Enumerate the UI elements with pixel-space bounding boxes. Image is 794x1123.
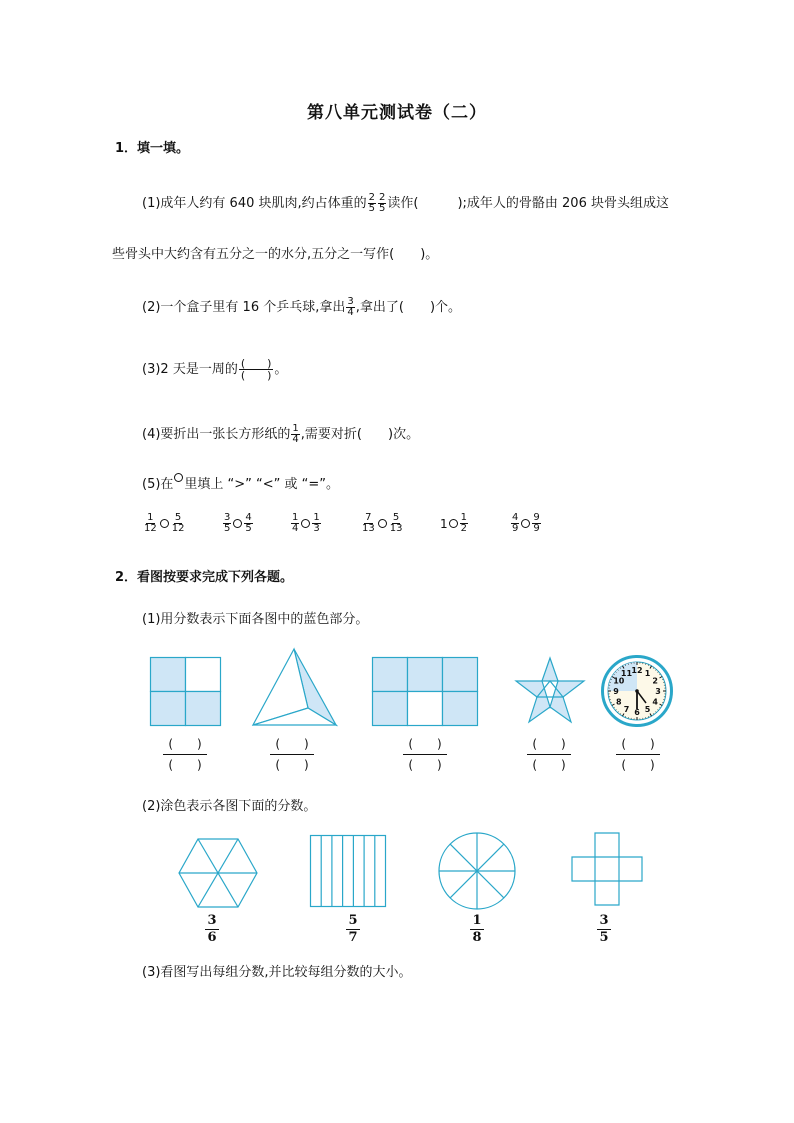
answer-fraction-blank[interactable]: ( ) ( ): [262, 734, 322, 775]
question-2-1: (1)用分数表示下面各图中的蓝色部分。: [142, 612, 369, 627]
question-1-1: (1)成年人约有 640 块肌肉,约占体重的 $\frac{2}{5}$ $\frac{2}{5}$ 读作( );成年人的骨骼由 206 块骨头组成这: [142, 192, 669, 214]
target-fraction: $\frac{3}{6}$: [192, 913, 232, 946]
whole-number: 1: [440, 516, 448, 531]
cross-figure: [571, 832, 643, 906]
question-2-2: (2)涂色表示各图下面的分数。: [142, 799, 317, 814]
fraction: $\frac{3}{4}$: [347, 296, 354, 318]
fraction: $\frac{2}{5}$: [368, 192, 375, 214]
left-fraction: $\frac{7}{13}$: [362, 512, 375, 534]
clock-number: 10: [613, 676, 625, 686]
clock-number: 9: [613, 687, 619, 696]
comparison-item: [510, 513, 542, 534]
compare-circle[interactable]: [521, 519, 530, 528]
fraction: $\frac{2}{5}$: [379, 192, 386, 214]
clock-number: 3: [655, 687, 661, 696]
left-fraction: $\frac{1}{12}$: [144, 512, 157, 534]
clock-number: 6: [634, 708, 640, 717]
circle-symbol-icon: [174, 473, 183, 482]
compare-circle[interactable]: [233, 519, 242, 528]
left-fraction: $\frac{4}{9}$: [512, 512, 519, 534]
question-1-4: (4)要折出一张长方形纸的 $\frac{1}{4}$ ,需要对折( )次。: [142, 423, 420, 445]
clock-number: 4: [652, 697, 658, 707]
section-1-heading: 1．填一填。: [115, 141, 190, 156]
answer-fraction-blank[interactable]: ( ) ( ): [519, 734, 579, 775]
target-fraction: $\frac{5}{7}$: [333, 913, 373, 946]
answer-fraction-blank[interactable]: ( ) ( ): [395, 734, 455, 775]
compare-circle[interactable]: [160, 519, 169, 528]
clock-number: 8: [616, 697, 622, 707]
left-fraction: $\frac{1}{4}$: [292, 512, 299, 534]
clock-number: 11: [620, 668, 633, 678]
triangle-figure: [252, 648, 337, 726]
comparison-item: [440, 513, 469, 534]
right-fraction: $\frac{1}{2}$: [460, 512, 468, 534]
right-fraction: $\frac{5}{12}$: [171, 512, 185, 534]
compare-circle[interactable]: [301, 519, 310, 528]
star-figure: [515, 657, 585, 723]
target-fraction: $\frac{3}{5}$: [584, 913, 624, 946]
comparison-item: [360, 513, 404, 534]
compare-circle[interactable]: [378, 519, 387, 528]
section-2-heading: 2．看图按要求完成下列各题。: [115, 570, 294, 585]
page-title: 第八单元测试卷（二）: [307, 103, 487, 123]
clock-figure: [601, 655, 673, 727]
blank-fraction[interactable]: $\frac{( )}{( )}$: [240, 357, 272, 382]
right-fraction: $\frac{9}{9}$: [533, 512, 540, 534]
answer-fraction-blank[interactable]: ( ) ( ): [608, 734, 668, 775]
hexagon-figure: [178, 838, 258, 908]
compare-circle[interactable]: [449, 519, 458, 528]
comparison-item: [290, 513, 322, 534]
question-1-2: (2)一个盒子里有 16 个乒乓球,拿出 $\frac{3}{4}$ ,拿出了( )个。: [142, 296, 462, 318]
right-fraction: $\frac{5}{13}$: [389, 512, 403, 534]
answer-fraction-blank[interactable]: ( ) ( ): [155, 734, 215, 775]
target-fraction: $\frac{1}{8}$: [457, 913, 497, 946]
right-fraction: $\frac{4}{5}$: [245, 512, 252, 534]
striped-rectangle-figure: [310, 835, 386, 907]
clock-number: 7: [623, 705, 630, 715]
comparison-item: [222, 513, 254, 534]
circle-figure: [438, 832, 516, 910]
left-fraction: $\frac{3}{5}$: [224, 512, 231, 534]
question-1-3: (3)2 天是一周的 $\frac{( )}{( )}$ 。: [142, 357, 288, 382]
rectangle-figure: [372, 657, 478, 726]
square-figure: [150, 657, 221, 726]
clock-number: 2: [652, 676, 658, 686]
question-2-3: (3)看图写出每组分数,并比较每组分数的大小。: [142, 965, 412, 980]
comparison-item: [142, 513, 186, 534]
question-1-5: (5)在 里填上 “>” “<” 或 “=”。: [142, 473, 339, 493]
fraction: $\frac{1}{4}$: [292, 423, 299, 445]
clock-number: 1: [644, 668, 651, 678]
clock-number: 5: [644, 705, 651, 715]
clock-number: 12: [631, 666, 643, 675]
right-fraction: $\frac{1}{3}$: [313, 512, 320, 534]
question-1-1-line2: 些骨头中大约含有五分之一的水分,五分之一写作( )。: [112, 247, 439, 262]
